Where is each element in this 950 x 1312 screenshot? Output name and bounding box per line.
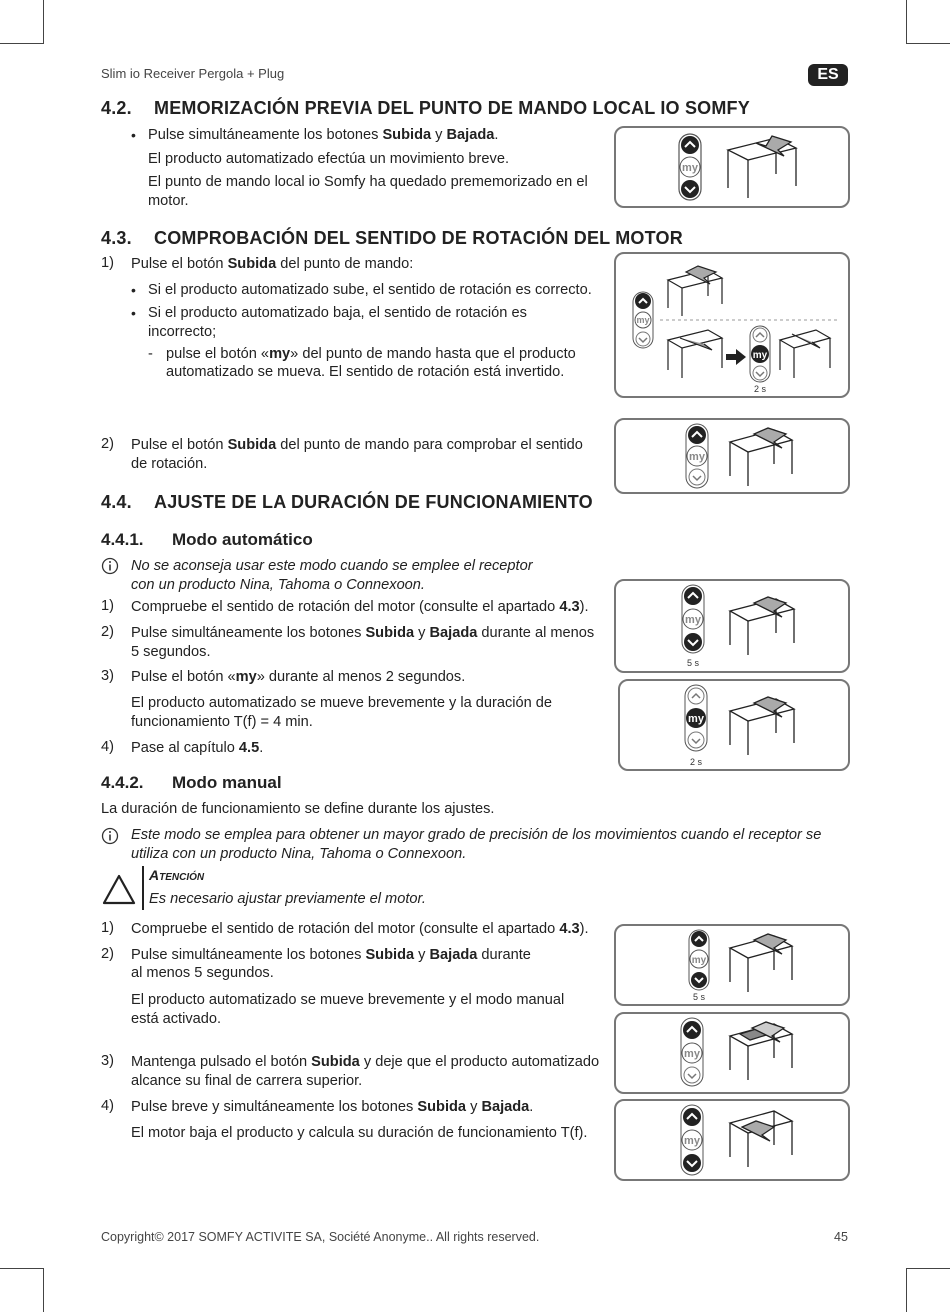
list-number: 1) xyxy=(101,598,114,614)
bullet: • xyxy=(131,305,136,321)
list-item: Pulse el botón «my» durante al menos 2 segundos. xyxy=(131,669,466,685)
list-number: 1) xyxy=(101,255,114,271)
list-item: Pase al capítulo 4.5. xyxy=(131,740,264,756)
list-item: Mantenga pulsado el botón Subida y deje que el producto automatizado xyxy=(131,1054,600,1070)
figure-manual-5s xyxy=(614,924,850,1006)
crop-mark xyxy=(0,43,44,44)
list-item: Pulse el botón Subida del punto de mando: xyxy=(131,256,414,272)
list-item: Pulse simultáneamente los botones Subida y Bajada durante al menos xyxy=(131,625,595,641)
remote-icon xyxy=(686,424,708,488)
warning-divider xyxy=(142,866,144,910)
paragraph: La duración de funcionamiento se define durante los ajustes. xyxy=(101,801,495,817)
pergola-icon xyxy=(730,597,794,655)
paragraph: El producto automatizado se mueve brevemente y la duración de xyxy=(131,695,553,711)
page-number: 45 xyxy=(834,1230,848,1244)
crop-mark xyxy=(43,0,44,44)
remote-icon xyxy=(681,1105,703,1175)
paragraph: funcionamiento T(f) = 4 min. xyxy=(131,714,313,730)
svg-text:my: my xyxy=(682,162,698,174)
copyright: Copyright© 2017 SOMFY ACTIVITE SA, Société Anonyme.. All rights reserved. xyxy=(101,1230,540,1244)
svg-text:my: my xyxy=(689,451,705,463)
arrow-icon xyxy=(726,349,746,365)
svg-text:my: my xyxy=(685,614,701,626)
remote-icon xyxy=(685,685,707,751)
crop-mark xyxy=(906,1268,950,1269)
subsection-heading-4-4-1: 4.4.1. Modo automático xyxy=(101,530,313,549)
figure-rotation-check xyxy=(614,252,850,398)
svg-text:my: my xyxy=(684,1048,700,1060)
svg-text:my: my xyxy=(688,713,704,725)
figure-auto-5s xyxy=(614,579,850,673)
list-item: Pulse el botón Subida del punto de mando para comprobar el sentido xyxy=(131,437,583,453)
svg-text:my: my xyxy=(684,1135,700,1147)
note: No se aconseja usar este modo cuando se emplee el receptor xyxy=(131,558,533,574)
paragraph: Si el producto automatizado sube, el sentido de rotación es correcto. xyxy=(148,282,592,298)
dash: - xyxy=(148,346,153,362)
bullet: • xyxy=(131,282,136,298)
paragraph: de rotación. xyxy=(131,456,208,472)
list-number: 2) xyxy=(101,624,114,640)
paragraph: 5 segundos. xyxy=(131,644,211,660)
paragraph: El producto automatizado se mueve brevemente y el modo manual xyxy=(131,992,565,1008)
warning-title: Atención xyxy=(149,867,205,883)
crop-mark xyxy=(0,1268,44,1269)
paragraph: motor. xyxy=(148,193,189,209)
crop-mark xyxy=(43,1268,44,1312)
section-heading-4-3: 4.3. COMPROBACIÓN DEL SENTIDO DE ROTACIÓN DEL MOTOR xyxy=(101,228,683,248)
svg-text:2 s: 2 s xyxy=(689,757,703,767)
svg-text:2 s: 2 s xyxy=(753,384,767,394)
paragraph: incorrecto; xyxy=(148,324,217,340)
paragraph: al menos 5 segundos. xyxy=(131,965,274,981)
running-header: Slim io Receiver Pergola + Plug xyxy=(101,66,285,81)
svg-text:my: my xyxy=(752,350,768,361)
pergola-icon xyxy=(728,136,796,198)
pergola-icon xyxy=(730,1111,792,1167)
crop-mark xyxy=(906,1268,907,1312)
note: Este modo se emplea para obtener un mayor grado de precisión de los movimientos cuando el receptor se xyxy=(131,827,822,843)
figure-manual-down xyxy=(614,1099,850,1181)
bullet: • xyxy=(131,127,136,143)
svg-text:my: my xyxy=(691,955,707,966)
paragraph: pulse el botón «my» del punto de mando hasta que el producto xyxy=(166,346,576,362)
list-number: 3) xyxy=(101,668,114,684)
crop-mark xyxy=(906,0,907,44)
pergola-icon xyxy=(730,428,792,486)
paragraph: está activado. xyxy=(131,1011,222,1027)
warning-text: Es necesario ajustar previamente el motor. xyxy=(149,891,426,907)
paragraph: Pulse simultáneamente los botones Subida y Bajada. xyxy=(148,127,499,143)
list-item: Pulse breve y simultáneamente los botones Subida y Bajada. xyxy=(131,1099,534,1115)
paragraph: El producto automatizado efectúa un movimiento breve. xyxy=(148,151,509,167)
remote-icon xyxy=(679,134,701,200)
remote-icon xyxy=(681,1018,703,1086)
paragraph: alcance su final de carrera superior. xyxy=(131,1073,363,1089)
paragraph: Si el producto automatizado baja, el sentido de rotación es xyxy=(148,305,527,321)
list-number: 4) xyxy=(101,1098,114,1114)
svg-text:my: my xyxy=(636,315,650,325)
list-item: Compruebe el sentido de rotación del motor (consulte el apartado 4.3). xyxy=(131,599,589,615)
list-number: 2) xyxy=(101,436,114,452)
paragraph: El punto de mando local io Somfy ha quedado prememorizado en el xyxy=(148,174,588,190)
list-item: Pulse simultáneamente los botones Subida y Bajada durante xyxy=(131,947,531,963)
note: con un producto Nina, Tahoma o Connexoon. xyxy=(131,577,425,593)
info-icon xyxy=(101,557,119,575)
pergola-icon xyxy=(730,1022,792,1080)
note: utiliza con un producto Nina, Tahoma o Connexoon. xyxy=(131,846,467,862)
figure-auto-2s xyxy=(618,679,850,771)
remote-icon xyxy=(633,292,653,348)
list-number: 1) xyxy=(101,920,114,936)
list-number: 2) xyxy=(101,946,114,962)
section-heading-4-4: 4.4. AJUSTE DE LA DURACIÓN DE FUNCIONAMIENTO xyxy=(101,492,593,512)
svg-text:5 s: 5 s xyxy=(692,992,706,1002)
pergola-icon xyxy=(730,934,792,992)
warning-icon xyxy=(101,873,137,907)
remote-icon xyxy=(682,585,704,653)
svg-text:5 s: 5 s xyxy=(686,658,700,668)
pergola-icon xyxy=(730,697,794,755)
figure-rotation-confirm xyxy=(614,418,850,494)
paragraph: El motor baja el producto y calcula su duración de funcionamiento T(f). xyxy=(131,1125,588,1141)
remote-icon xyxy=(750,326,770,382)
language-badge: ES xyxy=(808,64,848,86)
figure-manual-up xyxy=(614,1012,850,1094)
info-icon xyxy=(101,827,119,845)
remote-icon xyxy=(689,930,709,990)
list-item: Compruebe el sentido de rotación del motor (consulte el apartado 4.3). xyxy=(131,921,589,937)
list-number: 3) xyxy=(101,1053,114,1069)
subsection-heading-4-4-2: 4.4.2. Modo manual xyxy=(101,773,282,792)
paragraph: automatizado se mueva. El sentido de rotación está invertido. xyxy=(166,364,565,380)
list-number: 4) xyxy=(101,739,114,755)
pergola-icon xyxy=(668,266,722,316)
section-heading-4-2: 4.2. MEMORIZACIÓN PREVIA DEL PUNTO DE MANDO LOCAL IO SOMFY xyxy=(101,98,750,118)
crop-mark xyxy=(906,43,950,44)
figure-prememorize xyxy=(614,126,850,208)
